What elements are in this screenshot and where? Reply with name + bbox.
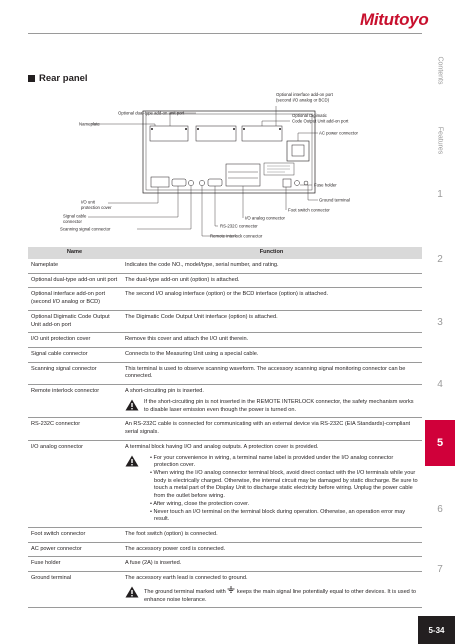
table-row: Optional interface add-on port (second I/O analog or BCD) The second I/O analog interface (option) or the BCD interface (option) is attached. [28,288,422,310]
svg-text:AC power connector: AC power connector [319,130,358,136]
svg-text:(second I/O analog or BCD): (second I/O analog or BCD) [276,97,330,103]
table-row: I/O unit protection cover Remove this cover and attach the I/O unit therein. [28,333,422,348]
svg-text:Signal cable: Signal cable [63,213,87,219]
svg-text:I/O analog connector: I/O analog connector [245,215,285,221]
table-row: AC power connector The accessory power cord is connected. [28,543,422,558]
warning-triangle-icon [125,586,139,598]
svg-text:Code Output Unit add-on port: Code Output Unit add-on port [292,118,349,124]
svg-text:I/O unit: I/O unit [81,199,95,205]
tab-2[interactable]: 2 [437,253,443,265]
warning-box: The ground terminal marked with keeps the main signal line potentially equal to other devices. It is used to enhance noise tolerance. [125,586,418,604]
side-tabs [425,34,455,600]
svg-text:Foot switch connector: Foot switch connector [288,207,330,213]
warning-triangle-icon [125,399,139,411]
svg-text:Optional Digimatic: Optional Digimatic [292,113,327,118]
warning-triangle-icon [125,455,139,467]
rear-panel-diagram [0,0,425,250]
svg-text:Scanning signal connector: Scanning signal connector [60,226,111,232]
tab-3[interactable]: 3 [437,316,443,328]
page-number: 5-34 [418,616,455,644]
tab-5-active[interactable]: 5 [425,420,455,466]
svg-text:protection cover: protection cover [81,205,112,210]
table-row: Nameplate Indicates the code NO., model/type, serial number, and rating. [28,259,422,274]
tab-7[interactable]: 7 [437,563,443,575]
ground-symbol-icon [227,586,235,593]
table-row: Foot switch connector The foot switch (option) is connected. [28,528,422,543]
table-header: Name Function [28,247,422,259]
table-row: Optional dual-type add-on unit port The dual-type add-on unit (option) is attached. [28,274,422,289]
svg-text:RS-232C connector: RS-232C connector [220,223,258,229]
warning-box: If the short-circuiting pin is not inserted in the REMOTE INTERLOCK connector, the safety mechanism works to disable laser emission even though the power is turned on. [125,399,418,414]
svg-text:connector: connector [63,219,82,224]
tab-features[interactable]: Features [436,126,444,154]
function-table [28,247,422,608]
svg-text:Remote interlock connector: Remote interlock connector [210,233,263,239]
warning-box: • For your convenience in wiring, a terminal name label is provided under the I/O analog connector protection cover. • When wiring the I/O analog connector terminal block, avoid direct contact with the I/O terminals while your body is electrically charged. Otherwise, the internal circuit may be damaged by static discharge. Be sure to touch a metal part of the Display Unit to discharge static electricity before wiring. Unplug the power cable from the outlet before wiring. • After wiring, close the protection cover. • Never touch an I/O terminal on the terminal block during operation. Otherwise, an operation error may result. [125,455,418,524]
tab-contents[interactable]: Contents [436,55,444,85]
table-row: Optional Digimatic Code Output Unit add-on port The Digimatic Code Output Unit interface (option) is attached. [28,311,422,333]
svg-text:Optional interface add-on port: Optional interface add-on port [276,92,333,97]
table-row: Ground terminal The accessory earth lead is connected to ground. The ground terminal marked with keeps the main signal line potentially equal to other devices. It is used to enhance noise tolerance. [28,572,422,608]
table-row: Fuse holder A fuse (2A) is inserted. [28,557,422,572]
svg-text:Ground terminal: Ground terminal [319,197,350,203]
table-row: Scanning signal connector This terminal is used to observe scanning waveform. The accessory scanning signal monitoring connector can be connected. [28,363,422,385]
mitutoyo-logo: Mitutoyo [360,10,429,29]
svg-text:Nameplate: Nameplate [79,121,100,127]
svg-text:Fuse holder: Fuse holder [314,182,337,188]
tab-1[interactable]: 1 [437,188,443,200]
table-row: Signal cable connector Connects to the Measuring Unit using a special cable. [28,348,422,363]
tab-6[interactable]: 6 [437,503,443,515]
ac-power-connector [287,141,309,161]
table-row: I/O analog connector A terminal block having I/O and analog outputs. A protection cover is provided. • For your convenience in wiring, a terminal name label is provided under the I/O analog connector protection cover. • When wiring the I/O analog connector terminal block, avoid direct contact with the I/O terminals while your body is electrically charged. Otherwise, the internal circuit may be damaged by static discharge. Be sure to touch a metal part of the Display Unit to discharge static electricity before wiring. Unplug the power cable from the outlet before wiring. • After wiring, close the protection cover. • Never touch an I/O terminal on the terminal block during operation. Otherwise, an operation error may result. [28,441,422,528]
section-title-text: Rear panel [39,73,88,84]
table-row: Remote interlock connector A short-circuiting pin is inserted. If the short-circuiting pin is not inserted in the REMOTE INTERLOCK connector, the safety mechanism works to disable laser emission even though the power is turned on. [28,385,422,418]
svg-text:Optional dual-type add-on unit: Optional dual-type add-on unit port [118,110,185,116]
table-row: RS-232C connector An RS-232C cable is connected for communicating with an external device via RS-232C (EIA Standards)-compliant serial signals. [28,418,422,440]
tab-4[interactable]: 4 [437,378,443,390]
